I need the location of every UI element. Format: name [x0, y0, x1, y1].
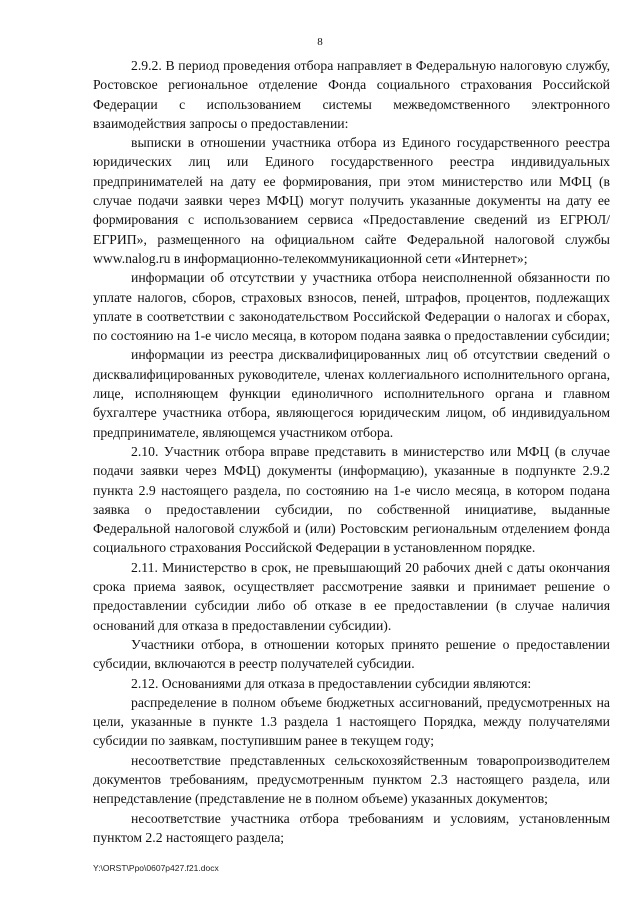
- footer-file-path: Y:\ORST\Ppo\0607p427.f21.docx: [93, 863, 219, 873]
- paragraph-tax-debt-info: информации об отсутствии у участника отбора неисполненной обязанности по уплате налогов, сборов, страховых взносов, пеней, штрафов, процентов, подлежащих уплате в соответствии с законодательством Российской Федерации о налогах и сборах, по состоянию на 1-е число месяца, в котором подана заявка о предоставлении субсидии;: [93, 270, 610, 344]
- paragraph-disqualified-registry: информации из реестра дисквалифицированных лиц об отсутствии сведений о дисквалифицированных руководителе, членах коллегиального исполнительного органа, лице, исполняющем функции единоличного исполнительного органа и главном бухгалтере участника отбора, являющегося юридическим лицом, об индивидуальном предпринимателе, являющемся участником отбора.: [93, 347, 610, 440]
- paragraph-2-9-2: 2.9.2. В период проведения отбора направляет в Федеральную налоговую службу, Ростовское региональное отделение Фонда социального страхования Российской Федерации с использованием системы межведомственного электронного взаимодействия запросы о предоставлении:: [93, 58, 610, 131]
- paragraph-refusal-documents: несоответствие представленных сельскохозяйственным товаропроизводителем документов требованиям, предусмотренным пунктом 2.3 настоящего раздела, или непредставление (представление не в полном объеме) указанных документов;: [93, 752, 610, 807]
- document-body: [93, 56, 610, 847]
- paragraph-refusal-budget: распределение в полном объеме бюджетных ассигнований, предусмотренных на цели, указанные в пункте 1.3 раздела 1 настоящего Порядка, между получателями субсидии по заявкам, поступившим ранее в текущем году;: [93, 694, 610, 749]
- paragraph-2-10: 2.10. Участник отбора вправе представить в министерство или МФЦ (в случае подачи заявки через МФЦ) документы (информацию), указанные в подпункте 2.9.2 пункта 2.9 настоящего раздела, по состоянию на 1-е число месяца, в котором подана заявка о предоставлении субсидии, по собственной инициативе, выданные Федеральной налоговой службой и (или) Ростовским региональным отделением фонда социального страхования Российской Федерации в установленном порядке.: [93, 443, 610, 556]
- paragraph-2-11: 2.11. Министерство в срок, не превышающий 20 рабочих дней с даты окончания срока приема заявок, осуществляет рассмотрение заявки и принимает решение о предоставлении субсидии либо об отказе в ее предоставлении (в случае наличия оснований для отказа в предоставлении субсидии).: [93, 559, 610, 633]
- paragraph-recipients-registry: Участники отбора, в отношении которых принято решение о предоставлении субсидии, включаются в реестр получателей субсидии.: [93, 636, 610, 672]
- paragraph-egrul-extract: выписки в отношении участника отбора из Единого государственного реестра юридических лиц или Единого государственного реестра индивидуальных предпринимателей на дату ее формирования, при этом министерство или МФЦ (в случае подачи заявки через МФЦ) могут получить указанные документы на дату ее формирования с использованием сервиса «Предоставление сведений из ЕГРЮЛ/ЕГРИП», размещенного на официальном сайте Федеральной налоговой службы www.nalog.ru в информационно-телекоммуникационной сети «Интернет»;: [93, 135, 610, 266]
- paragraph-2-12: 2.12. Основаниями для отказа в предоставлении субсидии являются:: [131, 675, 532, 691]
- paragraph-refusal-requirements: несоответствие участника отбора требованиям и условиям, установленным пунктом 2.2 настоящего раздела;: [93, 810, 610, 845]
- page-number: 8: [317, 36, 323, 48]
